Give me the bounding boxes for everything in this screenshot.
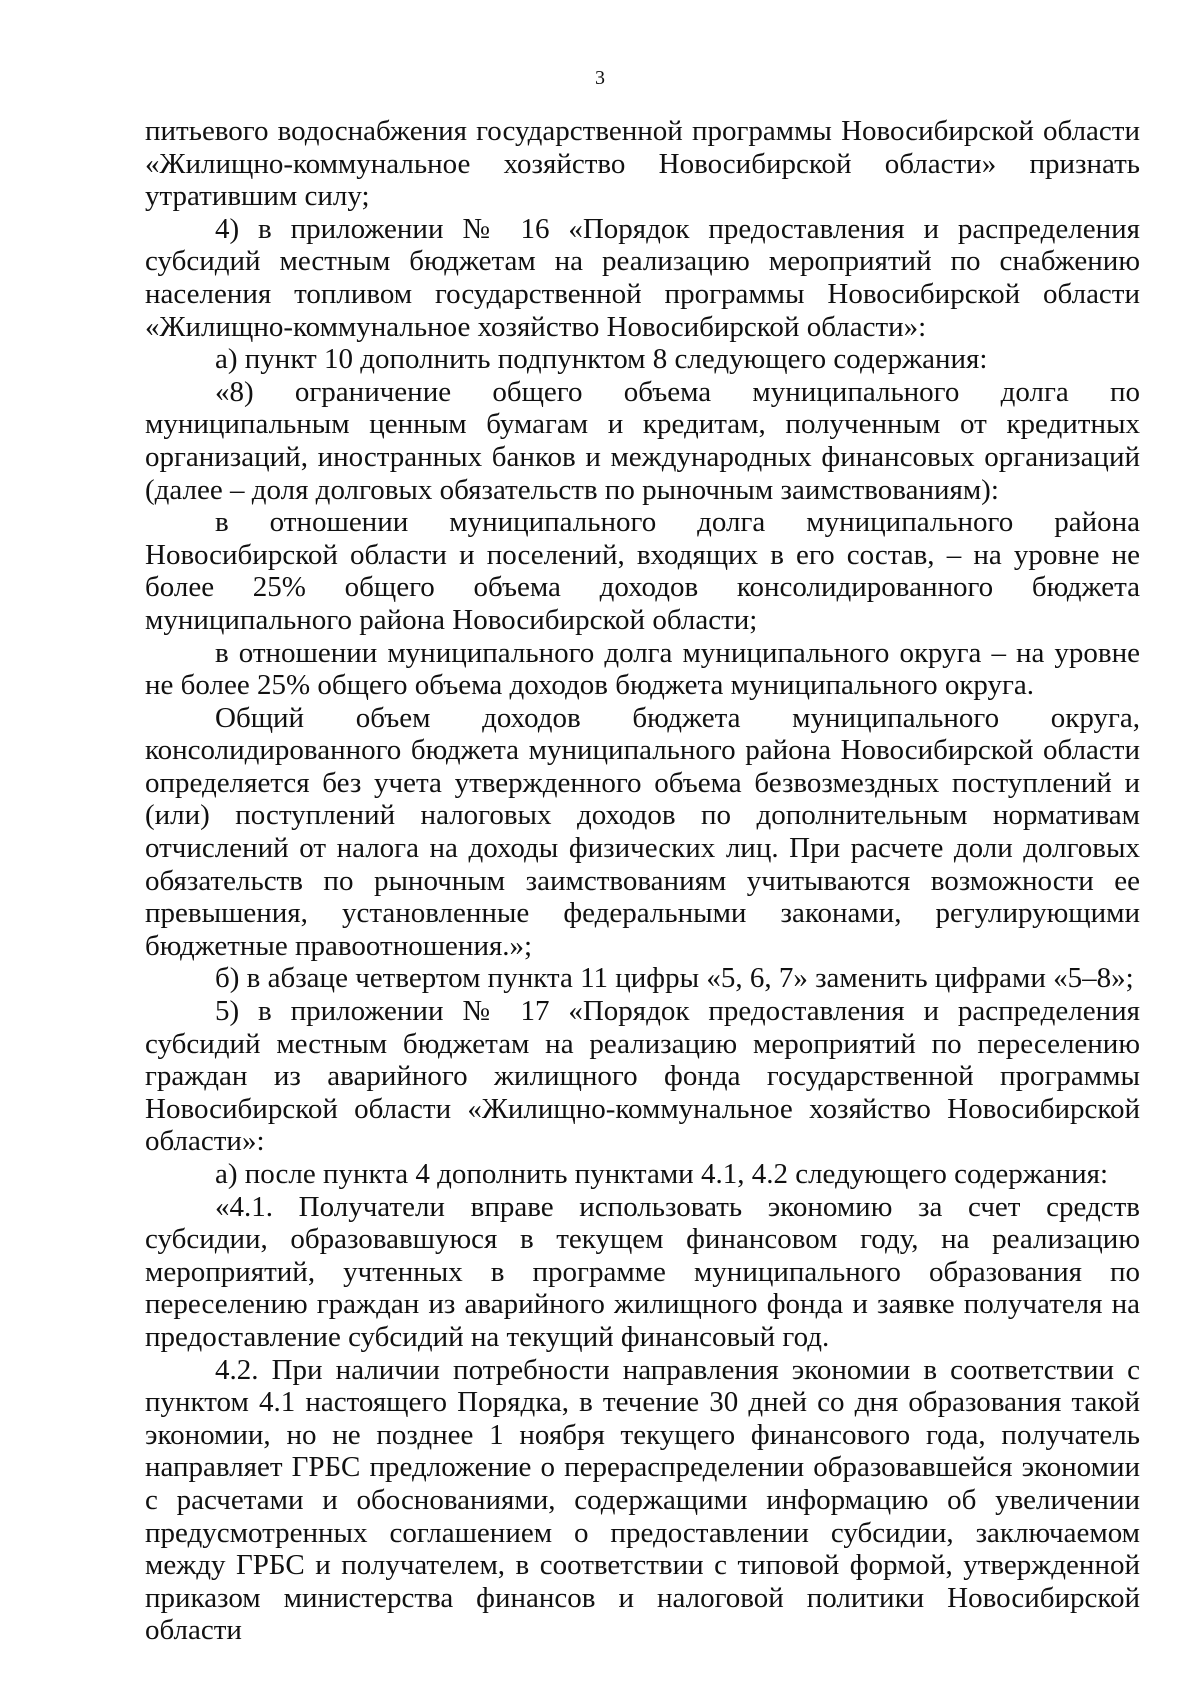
paragraph: б) в абзаце четвертом пункта 11 цифры «5, 6, 7» заменить цифрами «5–8»;: [215, 962, 1134, 995]
paragraph: 4.2. При наличии потребности направления экономии в соответствии с пунктом 4.1 настоящего Порядка, в течение 30 дней со дня образования такой экономии, но не позднее 1 ноября текущего финансового года, получатель направляет ГРБС предложение о перераспределении образовавшейся экономии с расчетами и обоснованиями, содержащими информацию об увеличении предусмотренных соглашением о предоставлении субсидии, заключаемом между ГРБС и получателем, в соответствии с типовой формой, утвержденной приказом министерства финансов и налоговой политики Новосибирской области: [145, 1353, 1140, 1647]
document-body: [145, 115, 1140, 1647]
paragraph: «4.1. Получатели вправе использовать экономию за счет средств субсидии, образовавшуюся в текущем финансовом году, на реализацию мероприятий, учтенных в программе муниципального образования по переселению граждан из аварийного жилищного фонда и заявке получателя на предоставление субсидий на текущий финансовый год.: [145, 1190, 1140, 1353]
paragraph: в отношении муниципального долга муниципального района Новосибирской области и поселений, входящих в его состав, – на уровне не более 25% общего объема доходов консолидированного бюджета муниципального района Новосибирской области;: [145, 506, 1140, 636]
paragraph: 4) в приложении № 16 «Порядок предоставления и распределения субсидий местным бюджетам на реализацию мероприятий по снабжению населения топливом государственной программы Новосибирской области «Жилищно-коммунальное хозяйство Новосибирской области»:: [145, 212, 1140, 343]
paragraph: в отношении муниципального долга муниципального округа – на уровне не более 25% общего объема доходов бюджета муниципального округа.: [145, 636, 1140, 702]
paragraph: а) после пункта 4 дополнить пунктами 4.1, 4.2 следующего содержания:: [215, 1158, 1109, 1190]
page-number: 3: [595, 67, 605, 89]
paragraph: 5) в приложении № 17 «Порядок предоставления и распределения субсидий местным бюджетам на реализацию мероприятий по переселению граждан из аварийного жилищного фонда государственной программы Новосибирской области «Жилищно-коммунальное хозяйство Новосибирской области»:: [145, 995, 1140, 1158]
paragraph: а) пункт 10 дополнить подпунктом 8 следующего содержания:: [215, 343, 988, 376]
paragraph: «8) ограничение общего объема муниципального долга по муниципальным ценным бумагам и кредитам, полученным от кредитных организаций, иностранных банков и международных финансовых организаций (далее – доля долговых обязательств по рыночным заимствованиям):: [145, 375, 1140, 506]
paragraph: питьевого водоснабжения государственной программы Новосибирской области «Жилищно-коммунальное хозяйство Новосибирской области» признать утратившим силу;: [145, 115, 1140, 213]
paragraph: Общий объем доходов бюджета муниципального округа, консолидированного бюджета муниципального района Новосибирской области определяется без учета утвержденного объема безвозмездных поступлений и (или) поступлений налоговых доходов по дополнительным нормативам отчислений от налога на доходы физических лиц. При расчете доли долговых обязательств по рыночным заимствованиям учитываются возможности ее превышения, установленные федеральными законами, регулирующими бюджетные правоотношения.»;: [145, 701, 1140, 962]
